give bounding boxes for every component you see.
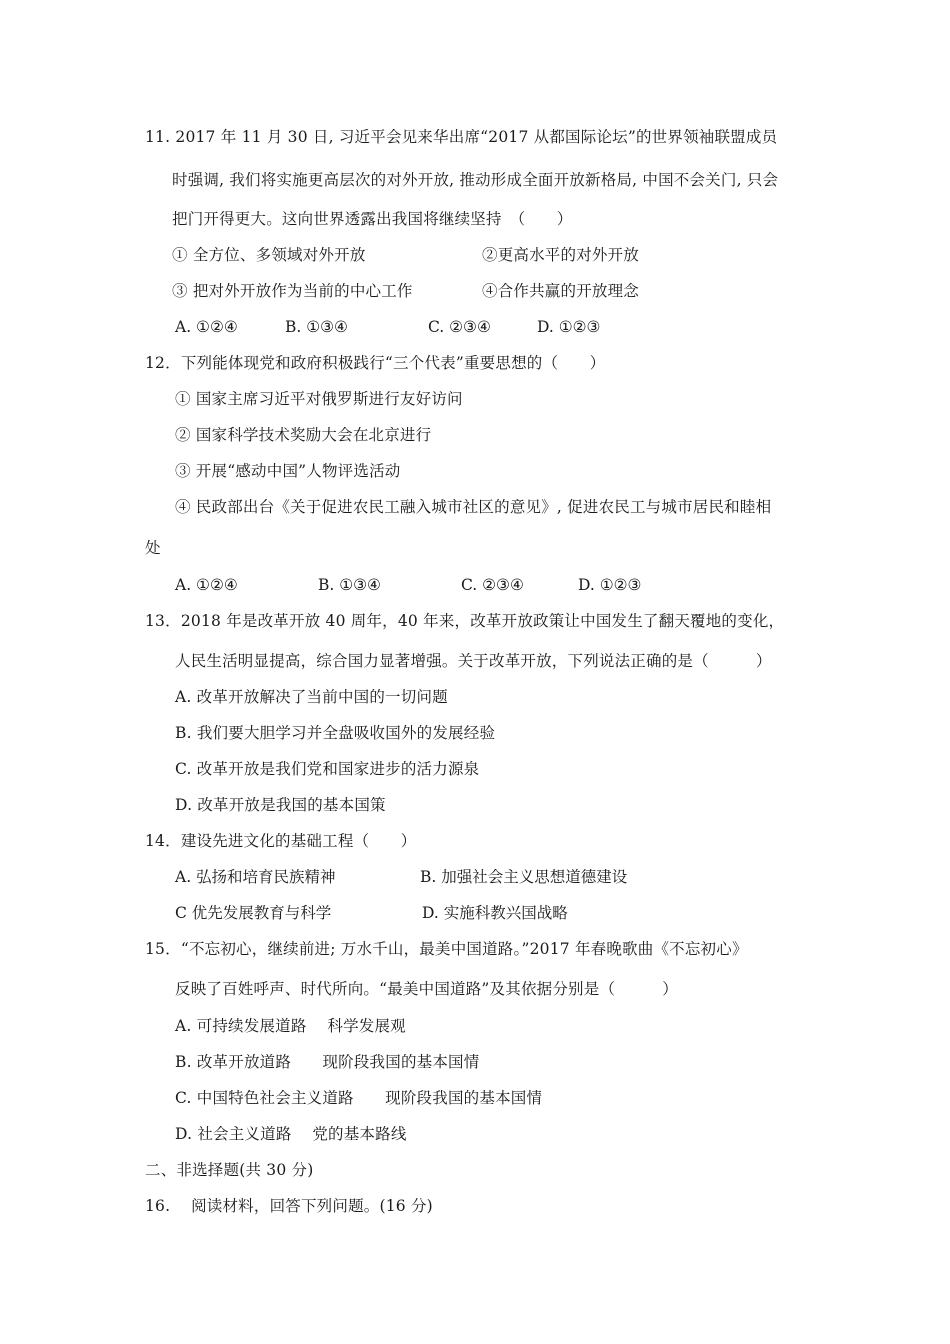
question-11-item-1: ① 全方位、多领域对外开放 [172, 246, 366, 264]
question-12-option-a: A. ①②④ [175, 576, 238, 594]
question-11-option-a: A. ①②④ [175, 318, 238, 336]
question-12-option-c: C. ②③④ [461, 576, 524, 594]
question-15-option-b: B. 改革开放道路 现阶段我国的基本国情 [175, 1053, 480, 1071]
question-14-option-c: C 优先发展教育与科学 [175, 904, 332, 922]
question-11-option-b: B. ①③④ [285, 318, 348, 336]
question-15-stem-line-2: 反映了百姓呼声、时代所向。“最美中国道路”及其依据分别是（ ） [175, 980, 678, 998]
question-12-item-4: ④ 民政部出台《关于促进农民工融入城市社区的意见》, 促进农民工与城市居民和睦相 [175, 498, 772, 516]
question-13-option-b: B. 我们要大胆学习并全盘吸收国外的发展经验 [175, 724, 496, 742]
question-13-stem-line-1: 13．2018 年是改革开放 40 周年，40 年来，改革开放政策让中国发生了翻天覆地的变化， [145, 612, 785, 630]
question-12-stem: 12．下列能体现党和政府积极践行“三个代表”重要思想的（ ） [145, 354, 606, 372]
question-11-item-4: ④合作共赢的开放理念 [482, 282, 640, 300]
question-11-option-d: D. ①②③ [537, 318, 601, 336]
question-15-option-c: C. 中国特色社会主义道路 现阶段我国的基本国情 [175, 1089, 543, 1107]
question-12-option-b: B. ①③④ [318, 576, 381, 594]
question-13-option-a: A. 改革开放解决了当前中国的一切问题 [175, 688, 448, 706]
question-13-option-d: D. 改革开放是我国的基本国策 [175, 796, 386, 814]
question-11-stem-line-3: 把门开得更大。这向世界透露出我国将继续坚持 （ ） [172, 210, 573, 228]
question-11-option-c: C. ②③④ [428, 318, 491, 336]
question-14-stem: 14．建设先进文化的基础工程（ ） [145, 832, 417, 850]
question-13-stem-line-2: 人民生活明显提高，综合国力显著增强。关于改革开放，下列说法正确的是（ ） [175, 652, 772, 670]
question-14-option-b: B. 加强社会主义思想道德建设 [420, 868, 628, 886]
question-11-item-2: ②更高水平的对外开放 [482, 246, 640, 264]
question-15-option-d: D. 社会主义道路 党的基本路线 [175, 1125, 407, 1143]
section-heading-non-choice: 二、非选择题(共 30 分) [145, 1161, 314, 1179]
question-12-item-1: ① 国家主席习近平对俄罗斯进行友好访问 [175, 390, 463, 408]
question-14-option-d: D. 实施科教兴国战略 [422, 904, 568, 922]
question-11-item-3: ③ 把对外开放作为当前的中心工作 [172, 282, 413, 300]
question-14-option-a: A. 弘扬和培育民族精神 [175, 868, 336, 886]
question-15-stem-line-1: 15．“不忘初心，继续前进; 万水千山，最美中国道路。”2017 年春晚歌曲《不忘初心》 [145, 940, 748, 958]
question-13-option-c: C. 改革开放是我们党和国家进步的活力源泉 [175, 760, 480, 778]
question-12-option-d: D. ①②③ [578, 576, 642, 594]
question-12-item-3: ③ 开展“感动中国”人物评选活动 [175, 462, 401, 480]
question-11-stem-line-1: 11. 2017 年 11 月 30 日, 习近平会见来华出席“2017 从都国际论坛”的世界领袖联盟成员 [145, 128, 778, 146]
question-11-stem-line-2: 时强调, 我们将实施更高层次的对外开放, 推动形成全面开放新格局, 中国不会关门, 只会 [172, 171, 779, 189]
question-15-option-a: A. 可持续发展道路 科学发展观 [175, 1017, 406, 1035]
question-12-item-4-continuation: 处 [145, 539, 161, 557]
question-16-stem: 16. 阅读材料，回答下列问题。(16 分) [145, 1197, 433, 1215]
question-12-item-2: ② 国家科学技术奖励大会在北京进行 [175, 426, 432, 444]
